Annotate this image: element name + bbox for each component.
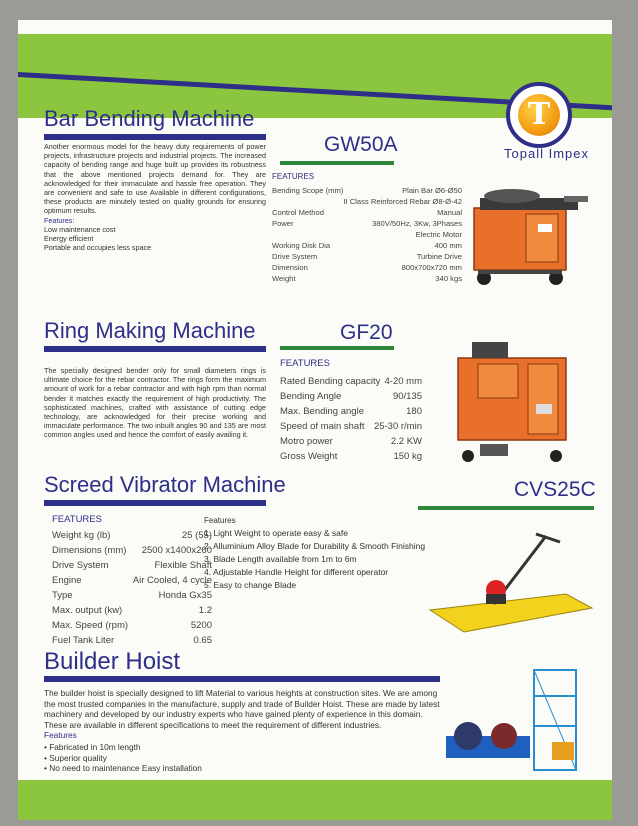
spec-value: 25 (55) — [181, 530, 212, 541]
spec-label: Power — [272, 219, 294, 228]
spec-label: Motro power — [280, 436, 333, 447]
spec-label: Weight — [272, 274, 296, 283]
company-logo — [506, 82, 572, 148]
spec-row — [272, 219, 462, 230]
spec-row — [272, 230, 462, 241]
spec-value: 5200 — [190, 620, 212, 631]
spec-header: FEATURES — [272, 172, 315, 181]
feature-item — [44, 753, 244, 764]
ring-making-title: Ring Making Machine — [44, 318, 256, 343]
bullet-icon: • — [44, 752, 50, 763]
spec-label: Drive System — [52, 560, 109, 571]
bullet-icon: • — [44, 742, 50, 752]
ring-making-description: The specially designed bender only for small diameters rings is ultimate choice for the rebar contractor. The rings form the maximum amount of work for a rebar contractor and with high rpm than normal bender it matches exactly the requirement of high productivity. The sophisticated machines, crafted with assistance of cutting edge technology, are acknowledged for their precise working and immaculate performance. The two inbuilt angles 90 and 135 are most common angles used and hence the comfort of easily availing it. — [44, 366, 266, 440]
spec-row — [52, 560, 212, 575]
logo-emblem-icon: T — [518, 94, 560, 136]
spec-label: Control Method — [272, 208, 324, 217]
feature-item: Low maintenance cost — [44, 224, 116, 234]
spec-value: 90/135 — [392, 391, 422, 402]
spec-label: Fuel Tank Liter — [52, 635, 115, 646]
model-underline — [280, 346, 394, 350]
spec-row — [272, 186, 462, 197]
spec-label: Speed of main shaft — [280, 421, 365, 432]
spec-row — [280, 421, 422, 436]
feature-text: Fabricated in 10m length — [49, 742, 141, 752]
spec-row — [280, 376, 422, 391]
spec-row — [272, 263, 462, 274]
feature-text: No need to maintenance Easy installation — [49, 763, 202, 773]
bar-bending-title: Bar Bending Machine — [44, 106, 255, 131]
spec-label: Engine — [52, 575, 82, 586]
spec-value: II Class Reinforced Rebar Ø8-Ø-42 — [343, 197, 462, 206]
bar-bending-description: Another enormous model for the heavy duty requirements of power projects, infrastructure projects and industrial projects. The increased capacity of bending range and huge built up provides its robustness that the above mentioned projects demand for. They are acknowledged for their immaculate and hassle free operation. They are convenient and safe to use Available in different configurations, these products are minutely tested on quality grounds for ensuring optimum results. Features: Low maintenance cost Energy efficient Portable and occupies less space — [44, 142, 266, 253]
spec-row — [52, 605, 212, 620]
builder-hoist-title: Builder Hoist — [44, 648, 181, 675]
feature-item — [44, 763, 244, 774]
feature-text: Superior quality — [49, 752, 107, 763]
bar-bending-machine-image — [464, 178, 592, 294]
spec-row — [52, 620, 212, 635]
hoist-features — [44, 742, 244, 774]
spec-value: Manual — [437, 208, 462, 217]
bottom-green-band — [18, 780, 612, 820]
ring-making-machine-image — [450, 334, 574, 470]
ring-making-specs — [280, 376, 422, 466]
spec-row — [280, 391, 422, 406]
spec-header: FEATURES — [280, 358, 330, 369]
feature-item: 5. Easy to change Blade — [204, 580, 297, 590]
spec-row — [272, 208, 462, 219]
spec-label: Working Disk Dia — [272, 241, 331, 250]
spec-row — [272, 252, 462, 263]
title-underline — [44, 500, 266, 506]
hoist-description: The builder hoist is specially designed to lift Material to various heights at construction sites. We are among the most trusted companies in the manufacture, supply and trade of Builder Hoist. These are made by latest machinery and developed by our industry experts who have gained plenty of experience in this domain. These are available in different specifications to meet the requirement of different industries. Features — [44, 688, 440, 740]
spec-label: Dimensions (mm) — [52, 545, 127, 556]
spec-value: 340 kgs — [435, 274, 462, 283]
screed-specs — [52, 530, 212, 650]
spec-row — [280, 451, 422, 466]
brochure-page — [18, 20, 612, 820]
spec-label: Type — [52, 590, 73, 601]
spec-value: 2500 x1400x260 — [141, 545, 212, 556]
spec-value: Flexible Shaft — [154, 560, 212, 571]
bar-bending-specs — [272, 186, 462, 285]
model-underline — [280, 161, 394, 165]
screed-vibrator-image — [424, 508, 600, 644]
spec-value: 400 mm — [434, 241, 462, 250]
spec-label: Bending Angle — [280, 391, 342, 402]
spec-label: Max. Speed (rpm) — [52, 620, 129, 631]
spec-label: Dimension — [272, 263, 308, 272]
spec-row — [272, 241, 462, 252]
spec-value: Air Cooled, 4 cycle — [132, 575, 212, 586]
spec-row — [52, 575, 212, 590]
spec-value: Turbine Drive — [416, 252, 462, 261]
spec-value: 380V/50Hz, 3Kw, 3Phases — [372, 219, 462, 228]
spec-label: Weight kg (lb) — [52, 530, 111, 541]
spec-label: Bending Scope (mm) — [272, 186, 344, 195]
spec-row — [280, 436, 422, 451]
model-gf20: GF20 — [340, 321, 393, 344]
feature-item: 4. Adjustable Handle Height for different operator — [204, 567, 389, 577]
model-gw50a: GW50A — [324, 133, 398, 156]
spec-label: Max. Bending angle — [280, 406, 364, 417]
feature-item: 1. Light Weight to operate easy & safe — [204, 528, 348, 538]
feature-item: 3. Blade Length available from 1m to 6m — [204, 554, 357, 564]
screed-features: Features 1. Light Weight to operate easy & safe 2. Alluminium Alloy Blade for Durability & Smooth Finishing 3. Blade Length available from 1m to 6m 4. Adjustable Handle Height for different operator 5. Easy to change Blade — [204, 516, 426, 590]
spec-row — [272, 197, 462, 208]
spec-row — [280, 406, 422, 421]
title-underline — [44, 134, 266, 140]
spec-value: 150 kg — [393, 451, 422, 462]
spec-value: 25-30 r/min — [373, 421, 422, 432]
spec-value: Plain Bar Ø6-Ø50 — [402, 186, 462, 195]
spec-value: 800x700x720 mm — [401, 263, 462, 272]
spec-row — [52, 530, 212, 545]
brand-name: Topall Impex — [504, 146, 589, 161]
feature-item — [44, 742, 244, 753]
feature-item: Energy efficient — [44, 234, 94, 244]
spec-value: 2.2 KW — [390, 436, 422, 447]
builder-hoist-image — [442, 666, 602, 778]
spec-row — [52, 590, 212, 605]
spec-value: Honda Gx35 — [158, 590, 212, 601]
title-underline — [44, 346, 266, 352]
spec-value: Electric Motor — [415, 230, 462, 239]
feature-item: 2. Alluminium Alloy Blade for Durability & Smooth Finishing — [204, 541, 426, 551]
spec-label: Rated Bending capacity — [280, 376, 381, 387]
feature-item: Portable and occupies less space — [44, 243, 152, 253]
spec-value: 0.65 — [193, 635, 212, 646]
bullet-icon: • — [44, 763, 50, 773]
title-underline — [44, 676, 440, 682]
spec-row — [272, 274, 462, 285]
spec-value: 1.2 — [198, 605, 212, 616]
model-cvs25c: CVS25C — [514, 478, 596, 501]
spec-label: Gross Weight — [280, 451, 338, 462]
spec-label: Max. output (kw) — [52, 605, 123, 616]
spec-header: FEATURES — [52, 514, 102, 525]
screed-vibrator-title: Screed Vibrator Machine — [44, 472, 286, 497]
spec-value: 4-20 mm — [384, 376, 422, 387]
spec-row — [52, 545, 212, 560]
spec-value: 180 — [406, 406, 422, 417]
spec-label: Drive System — [272, 252, 318, 261]
